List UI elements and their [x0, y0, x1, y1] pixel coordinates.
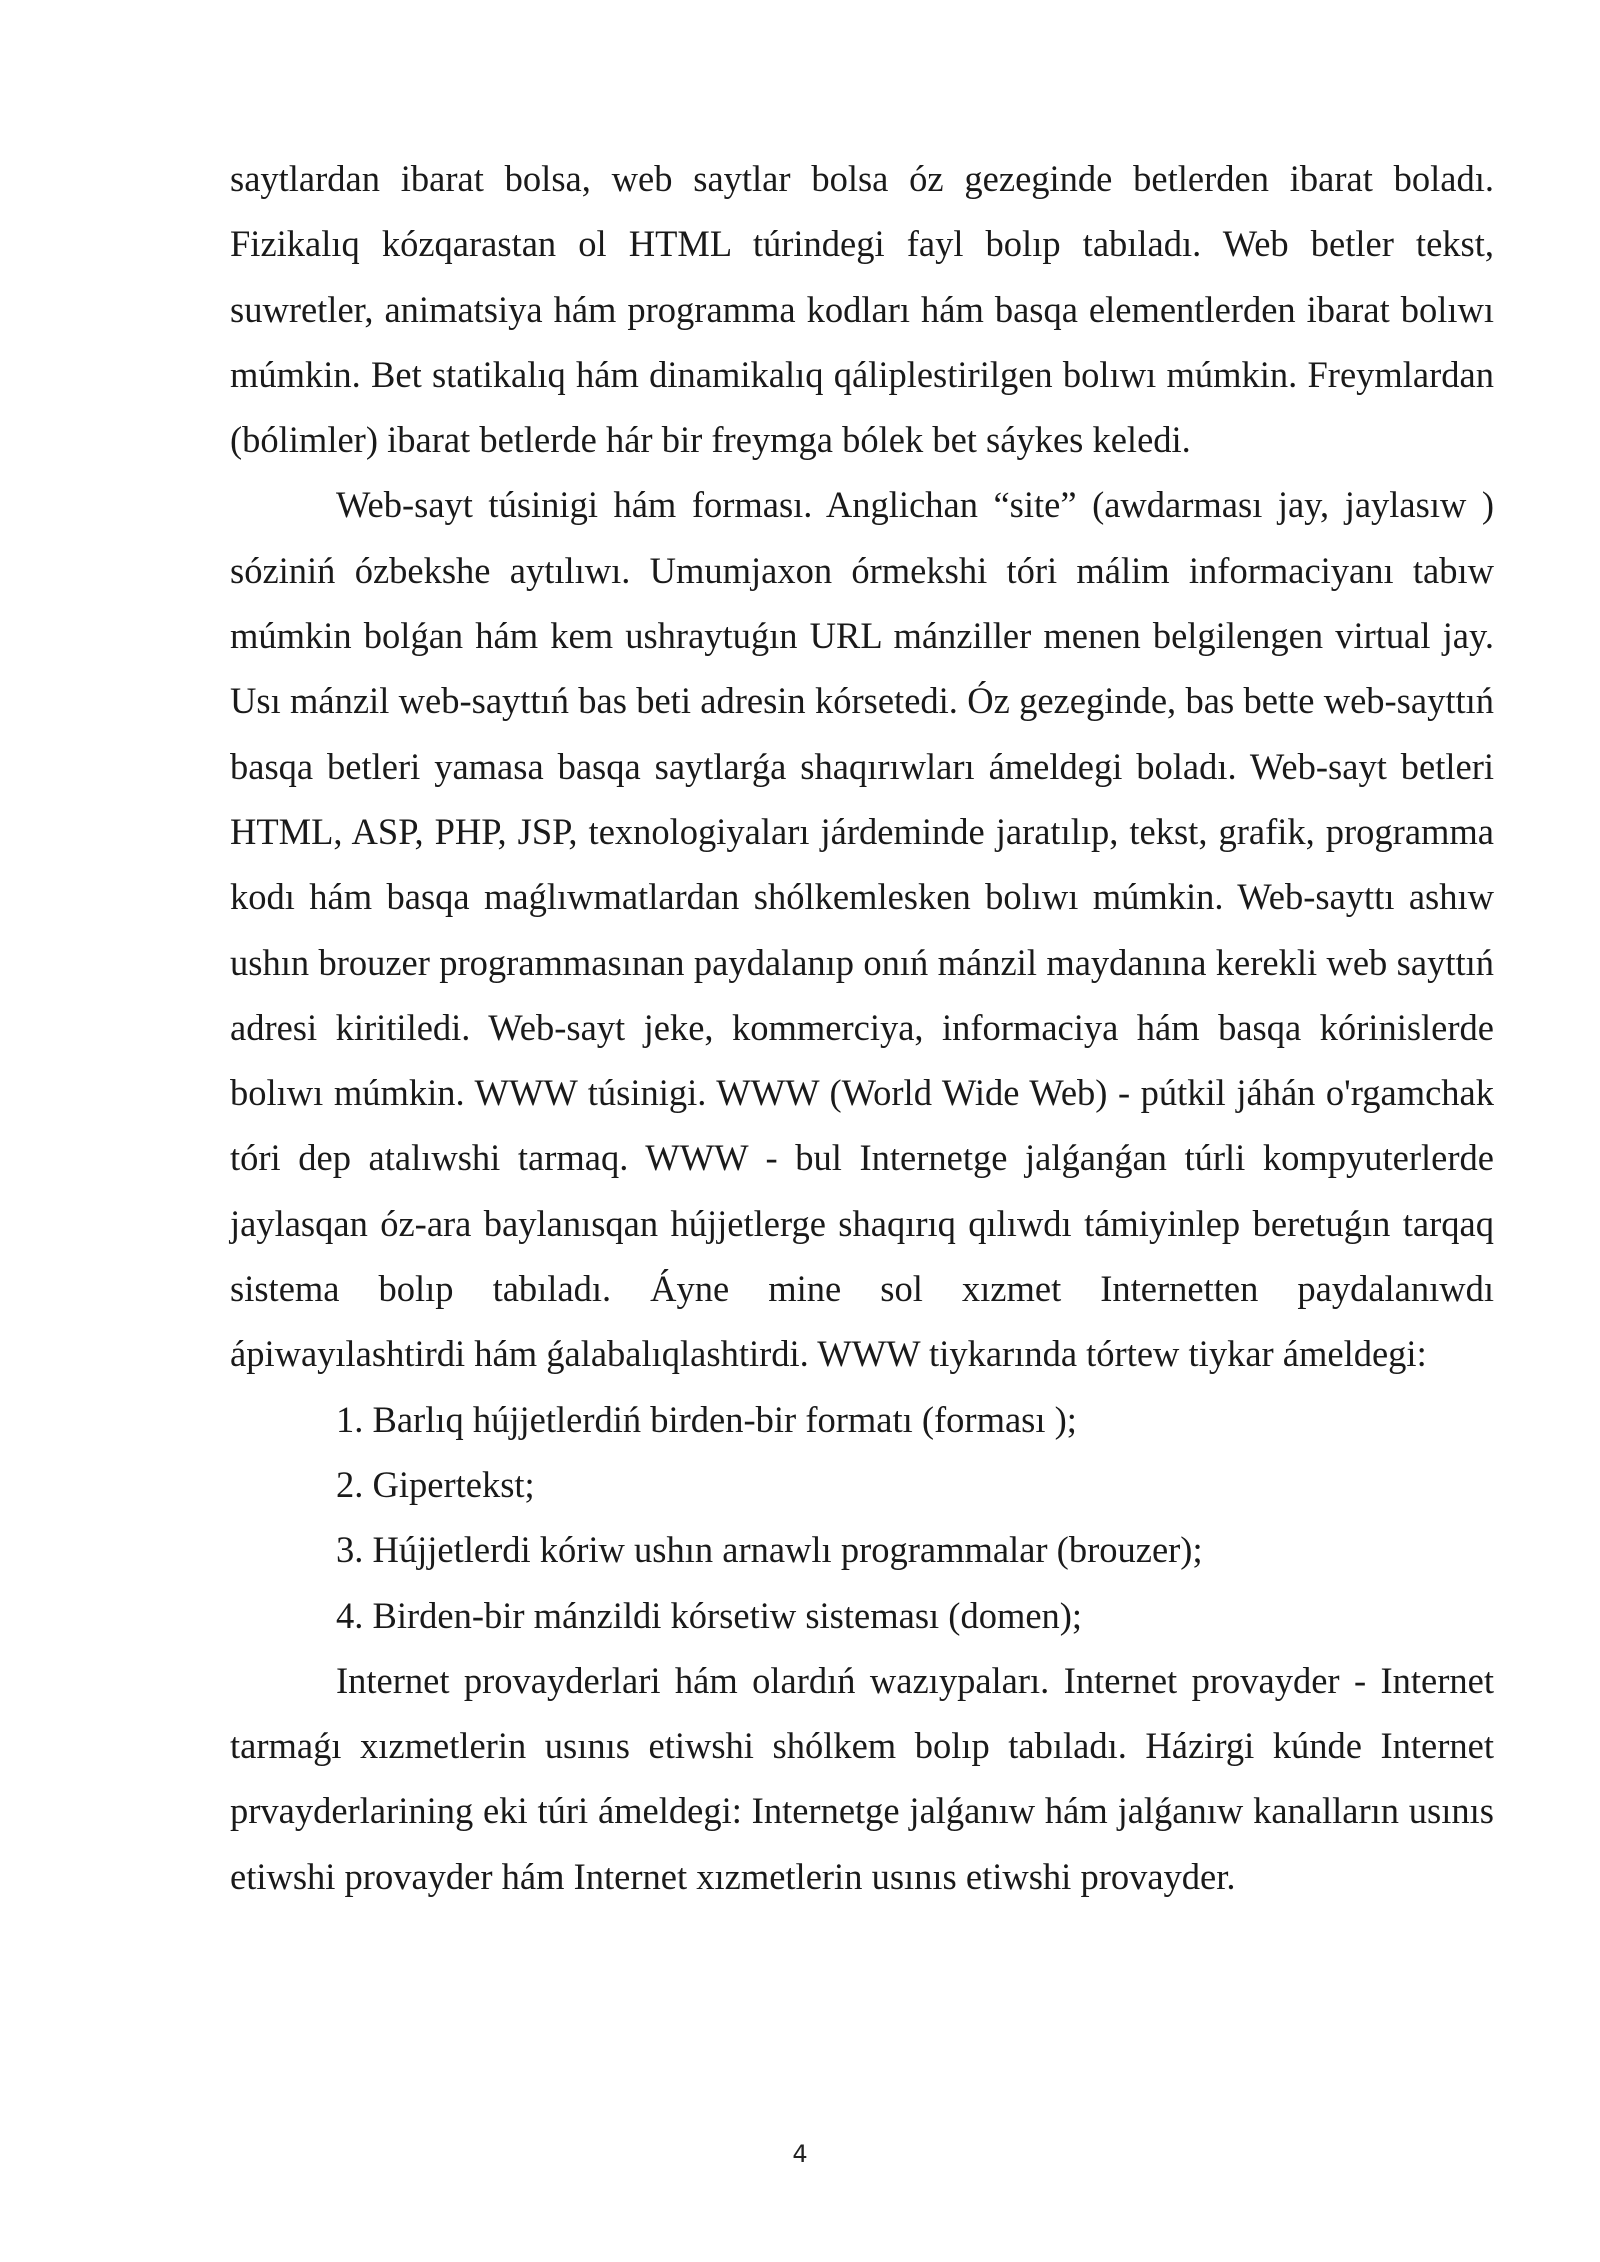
paragraph-web-pages: saytlardan ibarat bolsa, web saytlar bolsa óz gezeginde betlerden ibarat boladı. Fizikalıq kózqarastan ol HTML túrindegi fayl bolıp tabıladı. Web betler tekst, suwretler, animatsiya hám programma kodları hám basqa elementlerden ibarat bolıwı múmkin. Bet statikalıq hám dinamikalıq qáliplestirilgen bolıwı múmkin. Freymlardan (bólimler) ibarat betlerde hár bir freymga bólek bet sáykes keledi. — [230, 158, 1494, 461]
page-body — [230, 146, 1494, 1909]
paragraph-web-site-concept: Web-sayt túsinigi hám forması. Anglichan “site” (awdarması jay, jaylasıw ) sóziniń ózbekshe aytılıwı. Umumjaxon órmekshi tóri málim informaciyanı tabıw múmkin bolǵan hám kem ushraytuǵın URL mánziller menen belgilengen virtual jay. Usı mánzil web-sayttıń bas beti adresin kórsetedi. Óz gezeginde, bas bette web-sayttıń basqa betleri yamasa basqa saytlarǵa shaqırıwları ámeldegi boladı. Web-sayt betleri HTML, ASP, PHP, JSP, texnologiyaları járdeminde jaratılıp, tekst, grafik, programma kodı hám basqa maǵlıwmatlardan shólkemlesken bolıwı múmkin. Web-sayttı ashıw ushın brouzer programmasınan paydalanıp onıń mánzil maydanına kerekli web sayttıń adresi kiritiledi. Web-sayt jeke, kommerciya, informaciya hám basqa kórinislerde bolıwı múmkin. WWW túsinigi. WWW (World Wide Web) - pútkil jáhán o'rgamchak tóri dep atalıwshi tarmaq. WWW - bul Internetge jalǵanǵan túrli kompyuterlerde jaylasqan óz-ara baylanısqan hújjetlerge shaqırıq qılıwdı támiyinlep beretuǵın tarqaq sistema bolıp tabıladı. Áyne mine sol xızmet Internetten paydalanıwdı ápiwayılashtirdi hám ǵalabalıqlashtirdi. WWW tiykarında tórtew tiykar ámeldegi: — [230, 484, 1494, 1375]
page-number: 4 — [792, 2140, 808, 2168]
list-item: 3. Hújjetlerdi kóriw ushın arnawlı programmalar (brouzer); — [336, 1529, 1203, 1571]
list-item: 4. Birden-bir mánzildi kórsetiw sisteması (domen); — [336, 1594, 1083, 1636]
list-item: 2. Gipertekst; — [336, 1463, 535, 1505]
paragraph-internet-providers: Internet provayderlari hám olardıń wazıypaları. Internet provayder - Internet tarmaǵı xızmetlerin usınıs etiwshi shólkem bolıp tabıladı. Házirgi kúnde Internet prvayderlarining eki túri ámeldegi: Internetge jalǵanıw hám jalǵanıw kanalların usınıs etiwshi provayder hám Internet xızmetlerin usınıs etiwshi provayder. — [230, 1659, 1494, 1897]
www-basics-list — [230, 1387, 1494, 1648]
list-item: 1. Barlıq hújjetlerdiń birden-bir formatı (forması ); — [336, 1398, 1077, 1440]
